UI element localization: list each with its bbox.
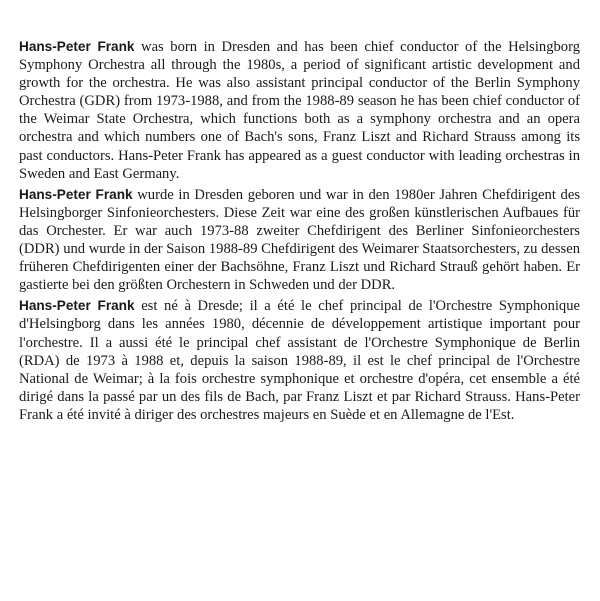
conductor-name-german: Hans-Peter Frank <box>19 186 133 202</box>
paragraph-french-text: est né à Dresde; il a été le chef principal de l'Orchestre Symphonique d'Helsingborg dans les années 1980, décennie de développement artistique important pour l'orchestre. Il a aussi été le principal chef assistant de l'Orchestre Symphonique de Berlin (RDA) de 1973 à 1988 et, depuis la saison 1988-89, il est le chef principal de l'Orchestre National de Weimar; à la fois orchestre symphonique et orchestre d'opéra, cet ensemble a été dirigé dans la passé par un des fils de Bach, par Franz Liszt et par Richard Strauss. Hans-Peter Frank a été invité à diriger des orchestres majeurs en Suède et en Allemagne de l'Est. <box>19 298 580 423</box>
paragraph-english <box>19 38 580 183</box>
conductor-name-english: Hans-Peter Frank <box>19 39 135 54</box>
paragraph-german-text: wurde in Dresden geboren und war in den 1980er Jahren Chefdirigent des Helsingborger Sinfonieorchesters. Diese Zeit war eine des großen künstlerischen Aufbaues für das Orchester. Er war auch 1973-88 zweiter Chefdirigent des Berliner Sinfonieorchesters (DDR) und wurde in der Saison 1988-89 Chefdirigent des Weimarer Staatsorchesters, zu dessen früheren Chefdirigenten einer der Bachsöhne, Franz Liszt und Richard Strauß gehört haben. Er gastierte bei den größten Orchestern in Schweden und der DDR. <box>19 186 580 294</box>
paragraph-english-text: was born in Dresden and has been chief conductor of the Helsingborg Symphony Orchestra all through the 1980s, a period of significant artistic development and growth for the orchestra. He was also assistant principal conductor of the Berlin Symphony Orchestra (GDR) from 1973-1988, and from the 1988-89 season he has been chief conductor of the Weimar State Orchestra, which functions both as a symphony orchestra and an opera orchestra and which numbers one of Bach's sons, Franz Liszt and Richard Strauss among its past conductors. Hans-Peter Frank has appeared as a guest conductor with leading orchestras in Sweden and East Germany. <box>19 39 581 182</box>
paragraph-french <box>19 297 580 424</box>
paragraph-german <box>19 186 580 295</box>
biography-document <box>19 38 580 427</box>
conductor-name-french: Hans-Peter Frank <box>19 298 135 314</box>
